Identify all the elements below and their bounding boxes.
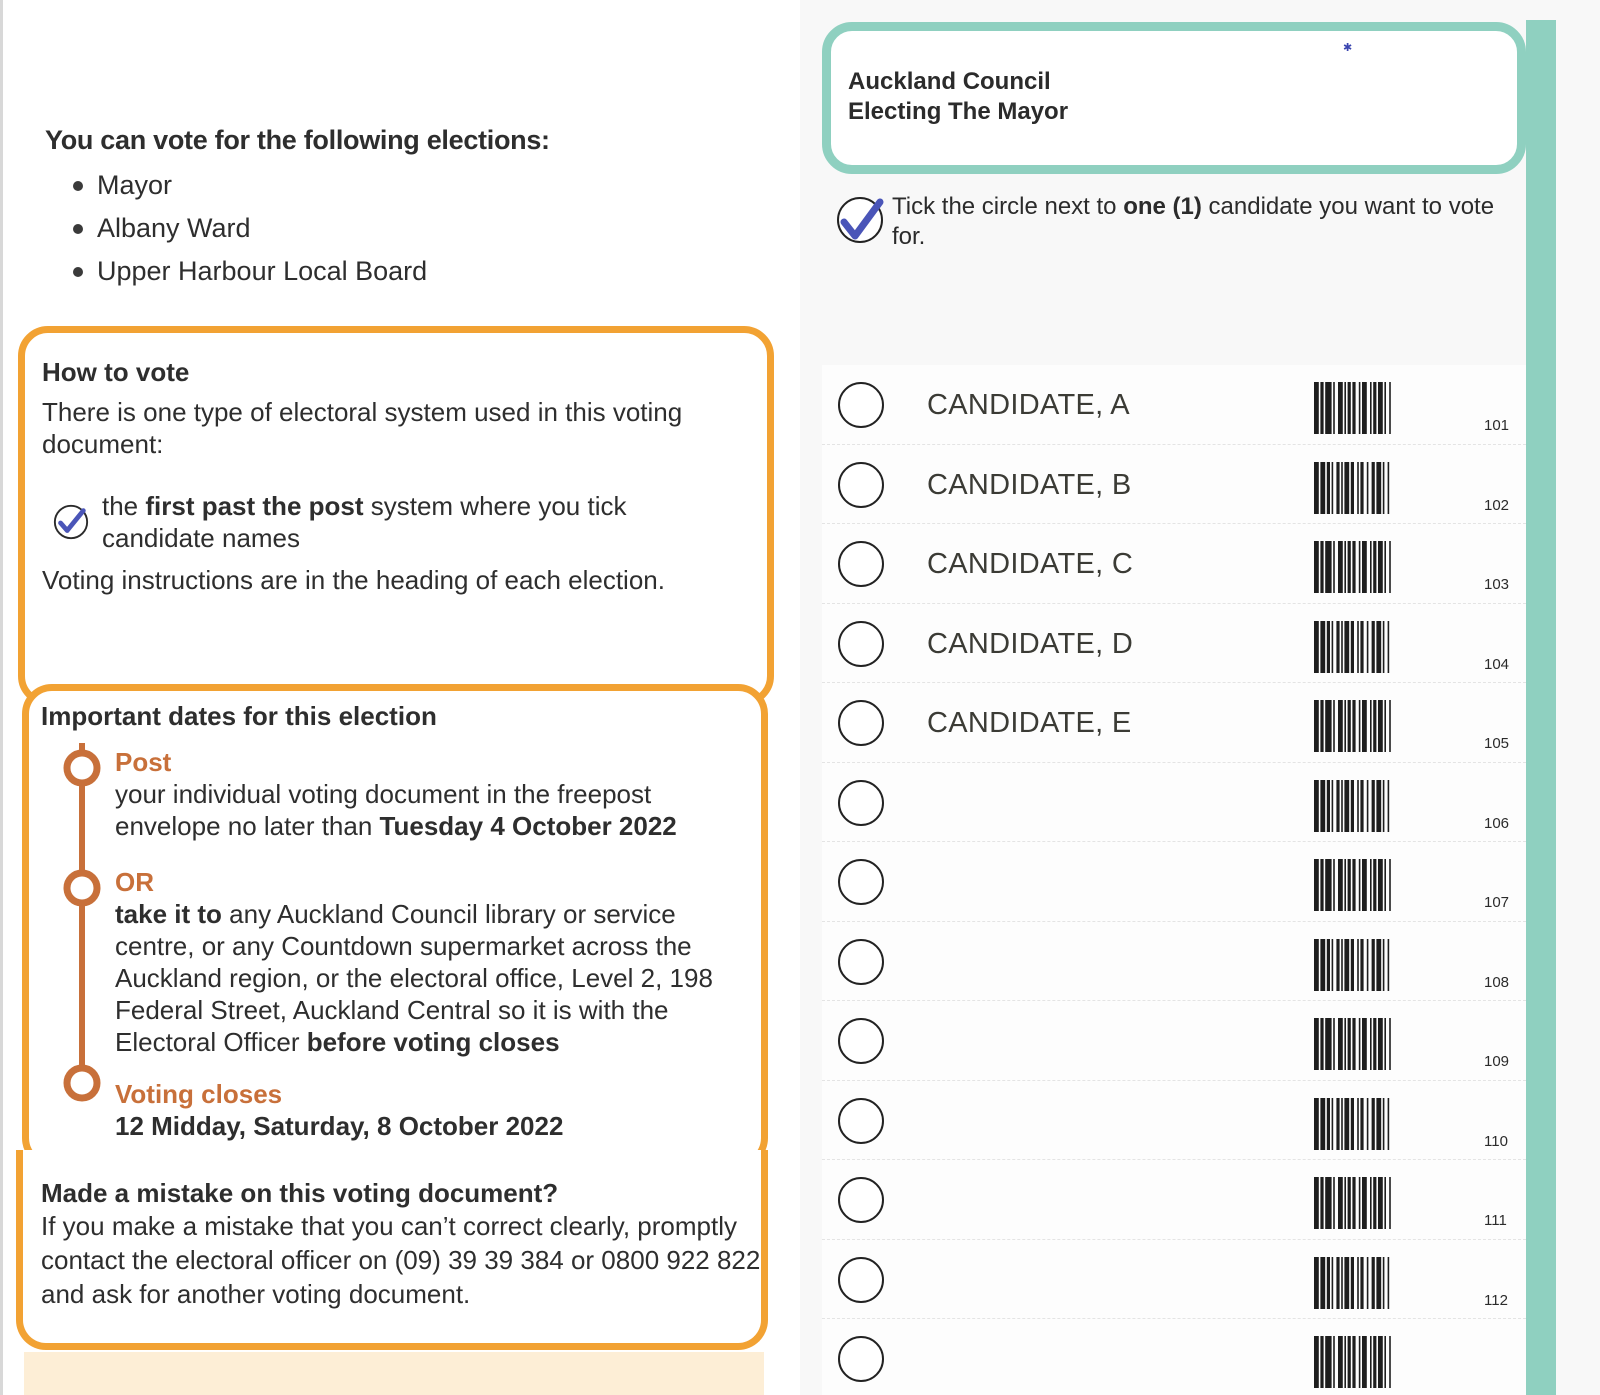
vote-circle[interactable] [838,541,884,587]
voting-instructions-note: Voting instructions are in the heading of each election. [42,565,665,595]
tick-circle-icon [836,194,886,244]
important-dates-box [22,684,768,1168]
candidate-code: 107 [1484,894,1510,911]
ballot-instruction [836,192,1496,252]
candidate-row[interactable] [822,922,1526,1002]
how-to-vote-intro: There is one type of electoral system used in this voting document: [42,397,683,459]
timeline-step-or: OR take it to any Auckland Council library or service centre, or any Countdown supermarket across the Auckland region, or the electoral office, Level 2, 198 Federal Street, Auckland Central so it is with the Electoral Officer before voting closes [115,867,713,1057]
barcode-icon [1314,462,1474,514]
barcode-icon [1314,621,1474,673]
candidate-row[interactable] [822,365,1526,445]
candidate-row[interactable] [822,604,1526,684]
tick-circle-icon [52,503,90,541]
timeline-step-voting-closes: Voting closes 12 Midday, Saturday, 8 October 2022 [115,1079,564,1141]
candidate-name: CANDIDATE, C [927,548,1134,580]
candidate-code: 101 [1484,417,1510,434]
teal-edge-bar [1526,20,1556,1395]
elections-list [45,125,550,293]
page-edge [0,0,3,1395]
bottom-band [24,1352,764,1395]
fpp-system-row [42,490,742,554]
candidate-row[interactable] [822,1240,1526,1320]
elections-heading: You can vote for the following elections: [45,125,550,155]
vote-circle[interactable] [838,780,884,826]
vote-circle[interactable] [838,1098,884,1144]
vote-circle[interactable] [838,1336,884,1382]
how-to-vote-heading: How to vote [42,357,190,387]
ballot-page [800,0,1600,1395]
timeline-step-post: Post your individual voting document in the freepost envelope no later than Tuesday 4 October 2022 [115,747,677,841]
vote-circle[interactable] [838,1177,884,1223]
vote-circle[interactable] [838,700,884,746]
candidate-row[interactable] [822,1001,1526,1081]
vote-circle[interactable] [838,859,884,905]
candidate-code: 108 [1484,973,1510,991]
council-name: Auckland Council [848,68,1051,95]
barcode-icon [1314,1018,1474,1070]
ink-mark-icon: ✱ [1343,42,1353,54]
vote-circle[interactable] [838,1018,884,1064]
election-item-albany-ward: Albany Ward [73,207,550,250]
candidate-code: 102 [1484,496,1510,514]
barcode-icon [1314,1098,1474,1150]
candidate-name: CANDIDATE, A [927,389,1130,421]
candidate-row[interactable] [822,524,1526,604]
election-name: Electing The Mayor [848,98,1069,125]
candidate-row[interactable] [822,1319,1526,1395]
barcode-icon [1314,859,1474,911]
barcode-icon [1314,541,1474,593]
barcode-icon [1314,780,1474,832]
vote-circle[interactable] [838,621,884,667]
candidate-row[interactable] [822,445,1526,525]
candidate-name: CANDIDATE, B [927,468,1132,501]
candidate-row[interactable] [822,842,1526,922]
mistake-heading: Made a mistake on this voting document? [41,1178,559,1208]
barcode-icon [1314,382,1474,434]
candidate-row[interactable] [822,763,1526,843]
ballot-header [822,22,1526,174]
election-item-mayor: Mayor [73,164,550,207]
candidate-code: 112 [1484,1291,1508,1309]
candidate-list [822,365,1526,1395]
ballot-instruction-text: Tick the circle next to one (1) candidate you want to vote for. [892,193,1495,250]
mistake-text: If you make a mistake that you can’t correct clearly, promptly contact the electoral officer on (09) 39 39 384 or 0800 922 822 and ask for another voting document. [41,1211,761,1309]
barcode-icon [1314,1177,1474,1229]
candidate-code: 110 [1484,1132,1508,1150]
barcode-icon [1314,700,1474,752]
candidate-name: CANDIDATE, E [927,707,1132,739]
fpp-system-text: the first past the post system where you tick candidate names [102,491,627,553]
barcode-icon [1314,1336,1474,1388]
timeline-icon [62,743,102,1103]
candidate-code: 104 [1484,655,1510,673]
vote-circle[interactable] [838,939,884,985]
candidate-row[interactable] [822,1160,1526,1240]
barcode-icon [1314,1257,1474,1309]
vote-circle[interactable] [838,382,884,428]
vote-circle[interactable] [838,462,884,508]
mistake-box [16,1150,768,1350]
barcode-icon [1314,939,1474,991]
candidate-row[interactable] [822,1081,1526,1161]
candidate-name: CANDIDATE, D [927,627,1134,660]
candidate-row[interactable] [822,683,1526,763]
important-dates-heading: Important dates for this election [41,701,437,731]
candidate-code: 106 [1484,814,1510,832]
vote-circle[interactable] [838,1257,884,1303]
election-item-upper-harbour: Upper Harbour Local Board [73,250,550,293]
how-to-vote-box [18,326,774,706]
candidate-code: 111 [1484,1212,1507,1229]
candidate-code: 109 [1484,1053,1510,1070]
candidate-code: 105 [1484,735,1510,752]
candidate-code: 103 [1484,576,1510,593]
